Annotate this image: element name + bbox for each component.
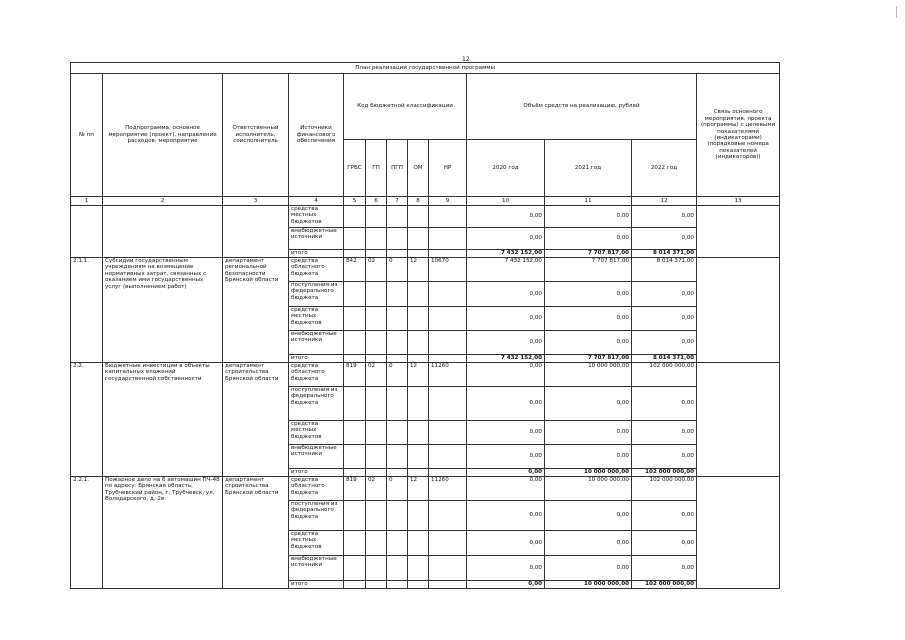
col-number: 13 xyxy=(697,197,780,206)
col-number: 1 xyxy=(71,197,103,206)
value-2022: 8 014 371,00 xyxy=(632,258,697,282)
page-number: 12 xyxy=(462,56,470,63)
code-gp: 02 xyxy=(366,477,387,501)
total-2021: 7 707 817,00 xyxy=(545,355,632,363)
value-2020: 0,00 xyxy=(467,206,545,228)
header-num: № пп xyxy=(71,74,103,197)
empty-cell xyxy=(408,307,429,331)
code-om: 12 xyxy=(408,258,429,282)
empty-cell xyxy=(344,387,366,421)
col-number: 12 xyxy=(632,197,697,206)
item-responsible: департамент строительства Брянской области xyxy=(223,363,289,477)
cell-link-empty xyxy=(697,206,780,258)
empty-cell xyxy=(387,331,408,355)
empty-cell xyxy=(408,501,429,531)
code-gp: 02 xyxy=(366,363,387,387)
value-2022: 0,00 xyxy=(632,421,697,445)
empty-cell xyxy=(408,581,429,589)
code-grbs: 819 xyxy=(344,363,366,387)
value-2021: 0,00 xyxy=(545,556,632,581)
value-2020: 7 432 152,00 xyxy=(467,258,545,282)
empty-cell xyxy=(387,387,408,421)
empty-cell xyxy=(366,469,387,477)
empty-cell xyxy=(366,556,387,581)
header-gp: ГП xyxy=(366,140,387,197)
value-2021: 0,00 xyxy=(545,307,632,331)
header-grbs: ГРБС xyxy=(344,140,366,197)
empty-cell xyxy=(366,581,387,589)
col-number: 11 xyxy=(545,197,632,206)
col-number: 6 xyxy=(366,197,387,206)
col-number: 4 xyxy=(289,197,344,206)
code-nr: 11260 xyxy=(429,363,467,387)
header-2021: 2021 год xyxy=(545,140,632,197)
empty-cell xyxy=(408,556,429,581)
empty-cell xyxy=(344,355,366,363)
total-2020: 7 432 152,00 xyxy=(467,250,545,258)
cell-num-empty xyxy=(71,206,103,258)
value-2021: 0,00 xyxy=(545,501,632,531)
header-budget-code: Код бюджетной классификации xyxy=(344,74,467,140)
source-regional: средства областного бюджета xyxy=(289,477,344,501)
empty-cell xyxy=(429,556,467,581)
value-2020: 0,00 xyxy=(467,282,545,307)
empty-cell xyxy=(429,307,467,331)
total-2022: 8 014 371,00 xyxy=(632,355,697,363)
item-number: 2.1.1. xyxy=(71,258,103,363)
empty-cell xyxy=(344,307,366,331)
empty-cell xyxy=(387,581,408,589)
col-number: 3 xyxy=(223,197,289,206)
value-2021: 0,00 xyxy=(545,387,632,421)
total-2020: 0,00 xyxy=(467,581,545,589)
col-number: 5 xyxy=(344,197,366,206)
empty-cell xyxy=(387,556,408,581)
empty-cell xyxy=(429,282,467,307)
source-extra: внебюджетные источники xyxy=(289,556,344,581)
value-2022: 0,00 xyxy=(632,445,697,469)
source-local: средства местных бюджетов xyxy=(289,206,344,228)
empty-cell xyxy=(387,469,408,477)
header-responsible: Ответственный исполнитель, соисполнитель xyxy=(223,74,289,197)
col-number: 10 xyxy=(467,197,545,206)
empty-cell xyxy=(344,581,366,589)
source-extra: внебюджетные источники xyxy=(289,445,344,469)
empty-cell xyxy=(429,445,467,469)
source-regional: средства областного бюджета xyxy=(289,363,344,387)
source-regional: средства областного бюджета xyxy=(289,258,344,282)
empty-cell xyxy=(429,387,467,421)
value-2022: 0,00 xyxy=(632,307,697,331)
empty-cell xyxy=(344,531,366,556)
program-plan-table xyxy=(70,62,780,589)
column-number-row xyxy=(71,197,780,206)
total-2022: 8 014 371,00 xyxy=(632,250,697,258)
total-2020: 7 432 152,00 xyxy=(467,355,545,363)
title-row xyxy=(71,63,780,74)
header-volume: Объём средств на реализацию, рублей xyxy=(467,74,697,140)
value-2020: 0,00 xyxy=(467,531,545,556)
code-pgp: 0 xyxy=(387,258,408,282)
item-name: Пожарное депо на 6 автомашин ПЧ-48 по адресу: Брянская область, Трубчевский район, г. Трубчевск, ул. Володарского, д. 2е xyxy=(103,477,223,589)
value-2021: 0,00 xyxy=(545,421,632,445)
empty-cell xyxy=(429,581,467,589)
empty-cell xyxy=(387,282,408,307)
empty-cell xyxy=(366,355,387,363)
value-2020: 0,00 xyxy=(467,421,545,445)
empty-cell xyxy=(408,387,429,421)
empty-cell xyxy=(408,282,429,307)
empty-cell xyxy=(387,501,408,531)
code-pgp: 0 xyxy=(387,477,408,501)
table-row xyxy=(71,206,780,228)
header-2020: 2020 год xyxy=(467,140,545,197)
table-row xyxy=(71,258,780,282)
empty-cell xyxy=(387,531,408,556)
total-2021: 10 000 000,00 xyxy=(545,469,632,477)
empty-cell xyxy=(429,469,467,477)
source-federal: поступления из федерального бюджета xyxy=(289,282,344,307)
value-2022: 0,00 xyxy=(632,387,697,421)
table-title: План реализации государственной программы xyxy=(71,63,780,74)
value-2021: 0,00 xyxy=(545,206,632,228)
value-2021: 10 000 000,00 xyxy=(545,363,632,387)
source-total: итого xyxy=(289,250,344,258)
empty-cell xyxy=(408,331,429,355)
source-extra: внебюджетные источники xyxy=(289,228,344,250)
empty-cell xyxy=(344,556,366,581)
item-number: 2.2.1. xyxy=(71,477,103,589)
empty-cell xyxy=(408,355,429,363)
source-local: средства местных бюджетов xyxy=(289,421,344,445)
value-2022: 0,00 xyxy=(632,282,697,307)
value-2020: 0,00 xyxy=(467,363,545,387)
total-2022: 102 000 000,00 xyxy=(632,581,697,589)
empty-cell xyxy=(387,307,408,331)
empty-cell xyxy=(344,469,366,477)
empty-cell xyxy=(408,469,429,477)
value-2022: 102 000 000,00 xyxy=(632,363,697,387)
value-2022: 0,00 xyxy=(632,331,697,355)
empty-cell xyxy=(366,307,387,331)
empty-cell xyxy=(344,331,366,355)
header-subprogram: Подпрограмма, основное мероприятие (проект), направление расходов, мероприятие xyxy=(103,74,223,197)
empty-cell xyxy=(429,501,467,531)
value-2020: 0,00 xyxy=(467,387,545,421)
value-2021: 0,00 xyxy=(545,228,632,250)
header-nr: НР xyxy=(429,140,467,197)
empty-cell xyxy=(366,331,387,355)
value-2020: 0,00 xyxy=(467,445,545,469)
value-2022: 0,00 xyxy=(632,556,697,581)
cell-name-empty xyxy=(103,206,223,258)
header-link: Связь основного мероприятия, проекта (программы) с целевыми показателями (индикаторами) (порядковые номера показателей (индикаторов)) xyxy=(697,74,780,197)
col-number: 9 xyxy=(429,197,467,206)
empty-cell xyxy=(429,531,467,556)
code-gp: 02 xyxy=(366,258,387,282)
total-2020: 0,00 xyxy=(467,469,545,477)
empty-cell xyxy=(344,421,366,445)
source-total: итого xyxy=(289,355,344,363)
value-2022: 0,00 xyxy=(632,206,697,228)
item-responsible: департамент строительства Брянской области xyxy=(223,477,289,589)
item-name: Субсидии государственным учреждениям на возмещение нормативных затрат, связанных с оказанием ими государственных услуг (выполнением работ) xyxy=(103,258,223,363)
header-pgp: ПГП xyxy=(387,140,408,197)
empty-cell xyxy=(408,445,429,469)
total-2021: 7 707 817,00 xyxy=(545,250,632,258)
total-2022: 102 000 000,00 xyxy=(632,469,697,477)
value-2020: 0,00 xyxy=(467,331,545,355)
empty-cell xyxy=(366,421,387,445)
source-local: средства местных бюджетов xyxy=(289,531,344,556)
source-extra: внебюджетные источники xyxy=(289,331,344,355)
cell-link-empty xyxy=(697,477,780,589)
code-om: 12 xyxy=(408,477,429,501)
value-2022: 0,00 xyxy=(632,501,697,531)
code-grbs: 819 xyxy=(344,477,366,501)
empty-cell xyxy=(408,531,429,556)
value-2021: 0,00 xyxy=(545,331,632,355)
source-federal: поступления из федерального бюджета xyxy=(289,501,344,531)
value-2021: 0,00 xyxy=(545,445,632,469)
value-2020: 0,00 xyxy=(467,501,545,531)
source-local: средства местных бюджетов xyxy=(289,307,344,331)
empty-cell xyxy=(429,421,467,445)
value-2022: 0,00 xyxy=(632,531,697,556)
empty-cell xyxy=(366,531,387,556)
cell-link-empty xyxy=(697,363,780,477)
value-2022: 0,00 xyxy=(632,228,697,250)
empty-cell xyxy=(366,501,387,531)
value-2021: 7 707 817,00 xyxy=(545,258,632,282)
empty-cell xyxy=(366,387,387,421)
empty-cell xyxy=(366,445,387,469)
source-total: итого xyxy=(289,581,344,589)
value-2020: 0,00 xyxy=(467,228,545,250)
header-sources: Источники финансового обеспечения xyxy=(289,74,344,197)
value-2021: 0,00 xyxy=(545,531,632,556)
header-2022: 2022 год xyxy=(632,140,697,197)
value-2020: 0,00 xyxy=(467,556,545,581)
cell-responsible-empty xyxy=(223,206,289,258)
value-2022: 102 000 000,00 xyxy=(632,477,697,501)
empty-cell xyxy=(408,421,429,445)
empty-cell xyxy=(429,331,467,355)
code-grbs: 842 xyxy=(344,258,366,282)
code-nr: 11260 xyxy=(429,477,467,501)
empty-cell xyxy=(344,282,366,307)
empty-cell xyxy=(366,282,387,307)
source-federal: поступления из федерального бюджета xyxy=(289,387,344,421)
item-name: Бюджетные инвестиции в объекты капитальных вложений государственной собственности xyxy=(103,363,223,477)
code-pgp: 0 xyxy=(387,363,408,387)
empty-cell xyxy=(344,501,366,531)
col-number: 2 xyxy=(103,197,223,206)
col-number: 7 xyxy=(387,197,408,206)
item-number: 2.2. xyxy=(71,363,103,477)
scan-edge-mark xyxy=(896,6,897,18)
value-2020: 0,00 xyxy=(467,307,545,331)
col-number: 8 xyxy=(408,197,429,206)
value-2020: 0,00 xyxy=(467,477,545,501)
value-2021: 0,00 xyxy=(545,282,632,307)
code-om: 12 xyxy=(408,363,429,387)
table-row xyxy=(71,363,780,387)
code-nr: 10670 xyxy=(429,258,467,282)
table-row xyxy=(71,477,780,501)
header-row-1 xyxy=(71,74,780,140)
item-responsible: департамент региональной безопасности Брянской области xyxy=(223,258,289,363)
total-2021: 10 000 000,00 xyxy=(545,581,632,589)
empty-cell xyxy=(387,421,408,445)
empty-cell xyxy=(387,445,408,469)
source-total: итого xyxy=(289,469,344,477)
empty-cell xyxy=(344,445,366,469)
cell-link-empty xyxy=(697,258,780,363)
empty-cell xyxy=(429,355,467,363)
header-om: ОМ xyxy=(408,140,429,197)
empty-cell xyxy=(387,355,408,363)
value-2021: 10 000 000,00 xyxy=(545,477,632,501)
